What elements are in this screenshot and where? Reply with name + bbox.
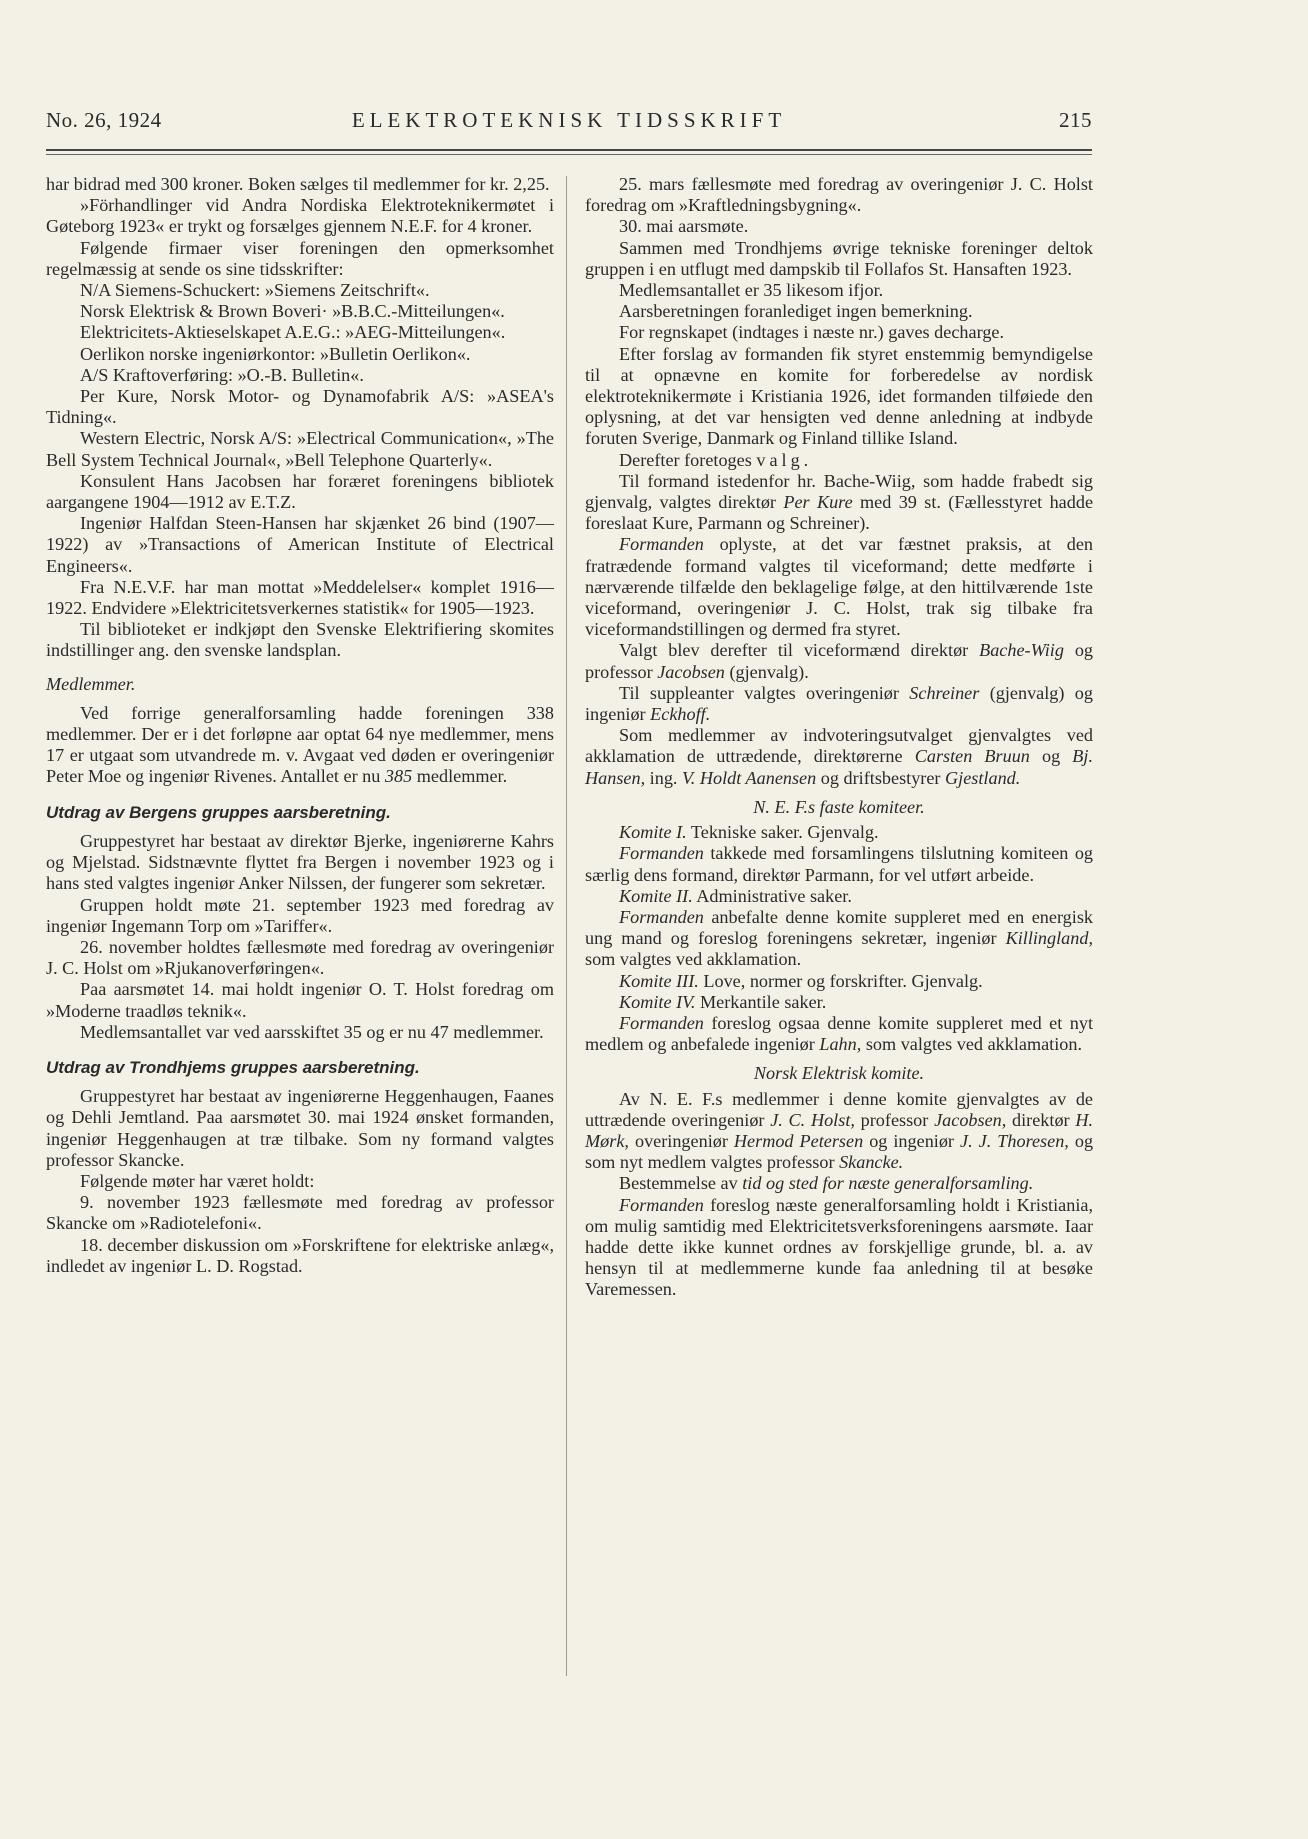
paragraph — [585, 1089, 1093, 1174]
italic-word: Formanden — [619, 534, 704, 555]
periodical-entry: Elektricitets-Aktieselskapet A.E.G.: »AEG-Mitteilungen«. — [80, 322, 506, 343]
paragraph-text: og professor — [585, 640, 1093, 682]
paragraph: Følgende firmaer viser foreningen den opmerksomhet regelmæssig at sende os sine tidsskrifter: — [46, 237, 554, 279]
header-rule-thin — [46, 154, 1092, 155]
paragraph: »Förhandlinger vid Andra Nordiska Elektroteknikermøtet i Gøteborg 1923« er trykt og forsælges gjennem N.E.F. for 4 kroner. — [46, 195, 554, 237]
paragraph-text: og — [1042, 746, 1061, 767]
paragraph: Aarsberetningen foranlediget ingen bemerkning. — [619, 301, 973, 322]
paragraph-text: overingeniør — [634, 1130, 728, 1151]
paragraph — [585, 1195, 1093, 1301]
periodical-entry: Western Electric, Norsk A/S: »Electrical Communication«, »The Bell System Technical Journal«, »Bell Telephone Quarterly«. — [46, 428, 554, 470]
paragraph-text: Merkantile saker. — [700, 991, 827, 1012]
right-column — [585, 174, 1093, 1301]
section-heading-norsk-elektrisk-komite: Norsk Elektrisk komite. — [753, 1063, 925, 1084]
paragraph: Konsulent Hans Jacobsen har foræret foreningens bibliotek aargangene 1904—1912 av E.T.Z. — [46, 470, 554, 513]
paragraph — [585, 450, 1093, 471]
paragraph-text: Ved forrige generalforsamling hadde foreningen 338 medlemmer. Der er i det forløpne aar optat 64 nye medlemmer, mens 17 er utgaat som utvandrede m. v. Avgaat ved døden er overingeniør Peter Moe og ingeniør Rivenes. Antallet er nu — [46, 702, 554, 787]
paragraph-text: og som nyt medlem valgtes professor — [585, 1130, 1094, 1173]
paragraph: Gruppestyret har bestaat av ingeniørerne Heggenhaugen, Faanes og Dehli Jemtland. Paa aarsmøtet 30. mai 1924 ønsket formanden, ingeniør Heggenhaugen at træ tilbake. Som ny formand valgtes professor Skancke. — [46, 1086, 554, 1170]
person-name: Bache-Wiig — [979, 640, 1064, 661]
paragraph: Sammen med Trondhjems øvrige tekniske foreninger deltok gruppen i en utflugt med dampskib til Follafos St. Hansaften 1923. — [585, 237, 1093, 279]
paragraph — [585, 907, 1093, 971]
italic-phrase: tid og sted for næste generalforsamling. — [742, 1173, 1034, 1194]
left-column — [46, 174, 554, 1277]
person-name: V. Holdt Aanensen — [682, 767, 817, 788]
paragraph-text: Av N. E. F.s medlemmer i denne komite gjenvalgtes av de uttrædende overingeniør — [585, 1088, 1093, 1130]
paragraph-text: (gjenvalg) og ingeniør — [585, 682, 1093, 725]
committee-label: Komite II. — [619, 885, 693, 906]
header-rule-thick — [46, 149, 1092, 151]
paragraph: 26. november holdtes fællesmøte med foredrag av overingeniør J. C. Holst om »Rjukanoverføringen«. — [46, 936, 554, 979]
person-name: Carsten Bruun — [914, 746, 1030, 767]
paragraph: Gruppen holdt møte 21. september 1923 med foredrag av ingeniør Ingemann Torp om »Tariffer«. — [46, 894, 554, 936]
person-name: Jacobsen — [657, 661, 725, 682]
periodical-entry: N/A Siemens-Schuckert: »Siemens Zeitschrift«. — [80, 280, 430, 301]
paragraph: For regnskapet (indtages i næste nr.) gaves decharge. — [619, 322, 1005, 343]
paragraph-text: oplyste, at det var fæstnet praksis, at den fratrædende formand valgtes til viceformand; dette medførte i nærværende tilfælde den beklagelige følge, at den hittilværende 1ste viceformand, overingeniør J. C. Holst, trak sig tilbake fra viceformandstillingen og dermed fra styret. — [585, 534, 1093, 640]
section-heading-nef-komiteer: N. E. F.s faste komiteer. — [753, 796, 925, 817]
paragraph — [585, 534, 1093, 640]
paragraph: 30. mai aarsmøte. — [619, 216, 749, 237]
person-name: Bj. Hansen, — [585, 746, 1094, 788]
italic-word: Formanden — [619, 843, 704, 864]
paragraph: Medlemsantallet var ved aarsskiftet 35 og er nu 47 medlemmer. — [80, 1021, 544, 1042]
paragraph: Gruppestyret har bestaat av direktør Bjerke, ingeniørerne Kahrs og Mjelstad. Sidstnævnte flyttet fra Bergen i november 1923 og i hans sted valgtes ingeniør Anker Nilssen, der fungerer som sekretær. — [46, 830, 554, 894]
periodical-entry: Norsk Elektrisk & Brown Boveri· »B.B.C.-Mitteilungen«. — [80, 301, 505, 322]
paragraph: Ingeniør Halfdan Steen-Hansen har skjænket 26 bind (1907—1922) av »Transactions of American Institute of Electrical Engineers«. — [46, 513, 554, 576]
paragraph-text: Derefter foretoges — [619, 449, 752, 470]
paragraph-text: Valgt blev derefter til viceformænd direktør — [619, 640, 969, 661]
page-number: 215 — [1059, 108, 1092, 132]
paragraph — [585, 992, 1093, 1013]
paragraph: Til biblioteket er indkjøpt den Svenske Elektrifiering skomites indstillinger ang. den svenske landsplan. — [46, 619, 554, 661]
periodical-entry: A/S Kraftoverføring: »O.-B. Bulletin«. — [80, 364, 364, 385]
handwritten-number: 385 — [384, 766, 413, 787]
paragraph-text: som valgtes ved akklamation. — [865, 1034, 1083, 1055]
paragraph-text: foreslog ogsaa denne komite suppleret med et nyt medlem og anbefalede ingeniør — [585, 1012, 1094, 1055]
section-heading-trondhjem: Utdrag av Trondhjems gruppes aarsberetning. — [46, 1057, 420, 1077]
paragraph-text: professor — [860, 1109, 929, 1130]
periodical-entry: Per Kure, Norsk Motor- og Dynamofabrik A/S: »ASEA's Tidning«. — [46, 386, 554, 428]
paragraph: Efter forslag av formanden fik styret enstemmig bemyndigelse til at opnævne en komite for forberedelse av nordisk elektroteknikermøte i Kristiania 1926, idet formanden tilføiede den oplysning, at det var hensigten ved denne anledning at indbyde foruten Sverige, Danmark og Finland tillike Island. — [585, 343, 1093, 449]
paragraph-text: som valgtes ved akklamation. — [585, 949, 802, 970]
committee-label: Komite IV. — [619, 991, 696, 1012]
paragraph — [585, 822, 1093, 843]
paragraph-text: takkede med forsamlingens tilslutning komiteen og særlig dens formand, direktør Parmann, for vel utført arbeide. — [585, 843, 1094, 885]
page-header — [46, 108, 1092, 138]
paragraph-text: (gjenvalg). — [729, 661, 809, 682]
person-name: Skancke. — [839, 1152, 904, 1173]
journal-title: ELEKTROTEKNISK TIDSSKRIFT — [351, 108, 787, 132]
paragraph-text: ing. — [649, 767, 678, 788]
paragraph: Paa aarsmøtet 14. mai holdt ingeniør O. T. Holst foredrag om »Moderne traadløs teknik«. — [46, 979, 554, 1021]
person-name: Lahn, — [819, 1034, 862, 1055]
paragraph-text: Til formand istedenfor hr. Bache-Wiig, som hadde frabedt sig gjenvalg, valgtes direktør — [585, 470, 1093, 513]
spaced-word: valg. — [756, 449, 813, 470]
italic-word: Formanden — [619, 906, 704, 927]
italic-word: Formanden — [619, 1012, 704, 1033]
person-name: H. Mørk, — [585, 1109, 1094, 1151]
person-name: Hermod Petersen — [733, 1130, 864, 1151]
person-name: Schreiner — [909, 682, 980, 703]
paragraph-text: og driftsbestyrer — [820, 767, 941, 788]
paragraph-text: Som medlemmer av indvoteringsutvalget gjenvalgtes ved akklamation de uttrædende, direktørerne — [585, 725, 1093, 767]
committee-label: Komite III. — [619, 970, 699, 991]
column-divider — [566, 176, 567, 1676]
paragraph — [46, 703, 554, 788]
paragraph: Fra N.E.V.F. har man mottat »Meddelelser« komplet 1916—1922. Endvidere »Elektricitetsverkernes statistik« for 1905—1923. — [46, 576, 554, 619]
paragraph-text: Administrative saker. — [696, 885, 852, 906]
periodical-entry: Oerlikon norske ingeniørkontor: »Bulletin Oerlikon«. — [80, 343, 471, 364]
person-name: Eckhoff. — [650, 704, 711, 725]
paragraph-text: medlemmer. — [416, 766, 508, 787]
paragraph: har bidrad med 300 kroner. Boken sælges til medlemmer for kr. 2,25. — [46, 174, 550, 194]
paragraph: 18. december diskussion om »Forskriftene for elektriske anlæg«, indledet av ingeniør L. D. Rogstad. — [46, 1234, 554, 1276]
paragraph — [585, 971, 1093, 992]
paragraph — [585, 640, 1093, 682]
person-name: J. J. Thoresen, — [960, 1130, 1069, 1151]
section-heading-bergen: Utdrag av Bergens gruppes aarsberetning. — [46, 802, 391, 822]
paragraph-text: Love, normer og forskrifter. Gjenvalg. — [703, 970, 983, 991]
person-name: J. C. Holst, — [770, 1109, 855, 1130]
paragraph — [585, 1013, 1093, 1055]
paragraph — [585, 725, 1093, 789]
paragraph-text: foreslog næste generalforsamling holdt i Kristiania, om mulig samtidig med Elektricitetsverksforeningens aarsmøte. Iaar hadde dette ikke kunnet ordnes av forskjellige grunde, bl. a. av hensyn til at medlemmerne kunde faa anledning til at besøke Varemessen. — [585, 1194, 1094, 1300]
paragraph: 25. mars fællesmøte med foredrag av overingeniør J. C. Holst foredrag om »Kraftledningsbygning«. — [585, 174, 1093, 216]
committee-label: Komite I. — [619, 822, 687, 843]
person-name: Gjestland. — [945, 767, 1021, 788]
person-name: Killingland, — [1005, 928, 1094, 949]
paragraph-text: direktør — [1012, 1109, 1070, 1130]
person-name: Per Kure — [783, 492, 853, 513]
paragraph — [585, 1173, 1093, 1194]
paragraph — [585, 471, 1093, 535]
paragraph: 9. november 1923 fællesmøte med foredrag av professor Skancke om »Radiotelefoni«. — [46, 1192, 554, 1234]
paragraph: Medlemsantallet er 35 likesom ifjor. — [619, 280, 884, 301]
paragraph-text: og ingeniør — [869, 1130, 954, 1151]
paragraph-text: Bestemmelse av — [619, 1173, 738, 1194]
paragraph — [585, 886, 1093, 907]
paragraph: Følgende møter har været holdt: — [80, 1170, 315, 1191]
italic-word: Formanden — [619, 1194, 704, 1215]
paragraph — [585, 843, 1093, 885]
paragraph — [585, 683, 1093, 725]
section-heading-medlemmer: Medlemmer. — [46, 673, 136, 694]
issue-number: No. 26, 1924 — [46, 108, 162, 132]
paragraph-text: Tekniske saker. Gjenvalg. — [690, 822, 879, 843]
paragraph-text: med 39 st. (Fællesstyret hadde foreslaat Kure, Parmann og Schreiner). — [585, 492, 1094, 534]
paragraph-text: anbefalte denne komite suppleret med en energisk ung mand og foreslog foreningens sekretær, ingeniør — [585, 906, 1094, 949]
person-name: Jacobsen, — [934, 1109, 1007, 1130]
paragraph-text: Til suppleanter valgtes overingeniør — [619, 682, 899, 703]
